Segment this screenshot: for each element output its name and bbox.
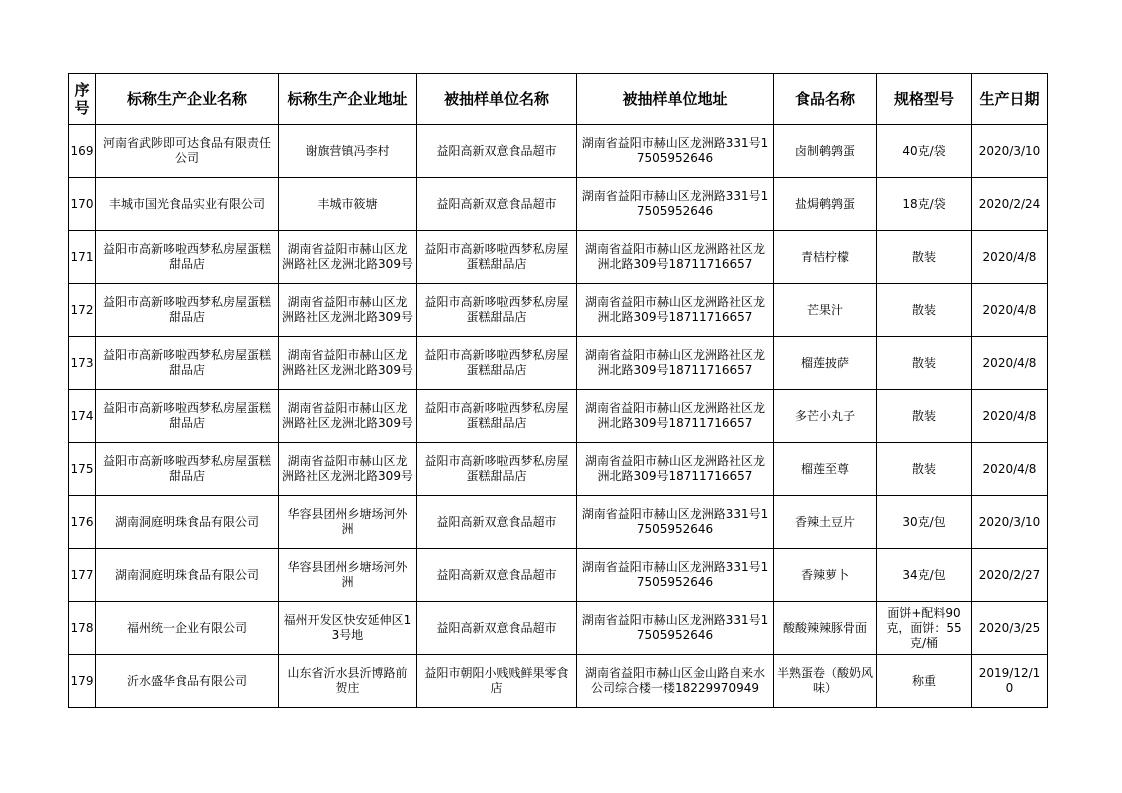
cell-producer-address: 福州开发区快安延伸区13号地 — [279, 602, 417, 655]
cell-sampled-unit-address: 湖南省益阳市赫山区龙洲路331号17505952646 — [577, 125, 774, 178]
cell-seq: 177 — [69, 549, 96, 602]
cell-spec: 34克/包 — [877, 549, 972, 602]
cell-producer-name: 益阳市高新哆啦西梦私房屋蛋糕甜品店 — [96, 337, 279, 390]
cell-producer-name: 福州统一企业有限公司 — [96, 602, 279, 655]
cell-spec: 散装 — [877, 284, 972, 337]
header-sampled-unit-address: 被抽样单位地址 — [577, 74, 774, 125]
cell-sampled-unit-name: 益阳市高新哆啦西梦私房屋蛋糕甜品店 — [417, 390, 577, 443]
cell-sampled-unit-name: 益阳高新双意食品超市 — [417, 602, 577, 655]
cell-sampled-unit-name: 益阳市高新哆啦西梦私房屋蛋糕甜品店 — [417, 337, 577, 390]
cell-seq: 171 — [69, 231, 96, 284]
cell-sampled-unit-address: 湖南省益阳市赫山区龙洲路社区龙洲北路309号18711716657 — [577, 284, 774, 337]
cell-producer-address: 山东省沂水县沂博路前贺庄 — [279, 655, 417, 708]
header-production-date: 生产日期 — [972, 74, 1048, 125]
cell-seq: 174 — [69, 390, 96, 443]
cell-spec: 散装 — [877, 390, 972, 443]
cell-producer-name: 河南省武陟即可达食品有限责任公司 — [96, 125, 279, 178]
cell-spec: 18克/袋 — [877, 178, 972, 231]
cell-sampled-unit-name: 益阳高新双意食品超市 — [417, 496, 577, 549]
table-row — [69, 549, 1048, 602]
cell-sampled-unit-address: 湖南省益阳市赫山区龙洲路331号17505952646 — [577, 496, 774, 549]
cell-spec: 散装 — [877, 231, 972, 284]
cell-production-date: 2020/4/8 — [972, 231, 1048, 284]
cell-sampled-unit-address: 湖南省益阳市赫山区龙洲路社区龙洲北路309号18711716657 — [577, 337, 774, 390]
cell-producer-name: 益阳市高新哆啦西梦私房屋蛋糕甜品店 — [96, 231, 279, 284]
cell-production-date: 2020/3/10 — [972, 496, 1048, 549]
cell-producer-name: 沂水盛华食品有限公司 — [96, 655, 279, 708]
sampling-results-table — [68, 73, 1048, 708]
cell-producer-address: 湖南省益阳市赫山区龙洲路社区龙洲北路309号 — [279, 284, 417, 337]
cell-spec: 30克/包 — [877, 496, 972, 549]
cell-sampled-unit-address: 湖南省益阳市赫山区龙洲路331号17505952646 — [577, 178, 774, 231]
cell-production-date: 2020/2/24 — [972, 178, 1048, 231]
cell-producer-address: 丰城市筱塘 — [279, 178, 417, 231]
cell-food-name: 香辣土豆片 — [774, 496, 877, 549]
table-row — [69, 390, 1048, 443]
table-header — [69, 74, 1048, 125]
cell-food-name: 青桔柠檬 — [774, 231, 877, 284]
header-spec: 规格型号 — [877, 74, 972, 125]
cell-sampled-unit-address: 湖南省益阳市赫山区龙洲路331号17505952646 — [577, 549, 774, 602]
cell-sampled-unit-name: 益阳市高新哆啦西梦私房屋蛋糕甜品店 — [417, 284, 577, 337]
cell-food-name: 盐焗鹌鹑蛋 — [774, 178, 877, 231]
cell-food-name: 多芒小丸子 — [774, 390, 877, 443]
cell-sampled-unit-address: 湖南省益阳市赫山区龙洲路331号17505952646 — [577, 602, 774, 655]
cell-spec: 称重 — [877, 655, 972, 708]
cell-producer-address: 湖南省益阳市赫山区龙洲路社区龙洲北路309号 — [279, 390, 417, 443]
table-body — [69, 125, 1048, 708]
table-row — [69, 655, 1048, 708]
cell-food-name: 酸酸辣辣豚骨面 — [774, 602, 877, 655]
cell-production-date: 2020/2/27 — [972, 549, 1048, 602]
header-producer-address: 标称生产企业地址 — [279, 74, 417, 125]
cell-production-date: 2020/4/8 — [972, 337, 1048, 390]
cell-food-name: 香辣萝卜 — [774, 549, 877, 602]
cell-producer-address: 华容县团州乡塘场河外洲 — [279, 549, 417, 602]
cell-seq: 179 — [69, 655, 96, 708]
cell-food-name: 卤制鹌鹑蛋 — [774, 125, 877, 178]
cell-producer-address: 湖南省益阳市赫山区龙洲路社区龙洲北路309号 — [279, 231, 417, 284]
cell-producer-address: 湖南省益阳市赫山区龙洲路社区龙洲北路309号 — [279, 337, 417, 390]
cell-producer-address: 湖南省益阳市赫山区龙洲路社区龙洲北路309号 — [279, 443, 417, 496]
cell-food-name: 半熟蛋卷（酸奶风味） — [774, 655, 877, 708]
cell-sampled-unit-name: 益阳高新双意食品超市 — [417, 125, 577, 178]
cell-production-date: 2020/3/10 — [972, 125, 1048, 178]
cell-seq: 170 — [69, 178, 96, 231]
table-row — [69, 602, 1048, 655]
header-food-name: 食品名称 — [774, 74, 877, 125]
cell-producer-name: 益阳市高新哆啦西梦私房屋蛋糕甜品店 — [96, 284, 279, 337]
cell-seq: 172 — [69, 284, 96, 337]
cell-sampled-unit-address: 湖南省益阳市赫山区金山路自来水公司综合楼一楼18229970949 — [577, 655, 774, 708]
cell-sampled-unit-name: 益阳市高新哆啦西梦私房屋蛋糕甜品店 — [417, 231, 577, 284]
cell-producer-name: 丰城市国光食品实业有限公司 — [96, 178, 279, 231]
table-row — [69, 125, 1048, 178]
cell-sampled-unit-address: 湖南省益阳市赫山区龙洲路社区龙洲北路309号18711716657 — [577, 231, 774, 284]
cell-sampled-unit-name: 益阳高新双意食品超市 — [417, 549, 577, 602]
cell-food-name: 榴莲披萨 — [774, 337, 877, 390]
cell-food-name: 芒果汁 — [774, 284, 877, 337]
cell-seq: 175 — [69, 443, 96, 496]
cell-production-date: 2019/12/10 — [972, 655, 1048, 708]
cell-producer-name: 益阳市高新哆啦西梦私房屋蛋糕甜品店 — [96, 443, 279, 496]
cell-sampled-unit-name: 益阳市高新哆啦西梦私房屋蛋糕甜品店 — [417, 443, 577, 496]
table-row — [69, 178, 1048, 231]
cell-spec: 散装 — [877, 443, 972, 496]
cell-seq: 173 — [69, 337, 96, 390]
cell-production-date: 2020/4/8 — [972, 284, 1048, 337]
cell-spec: 面饼+配料90克，面饼：55克/桶 — [877, 602, 972, 655]
cell-spec: 40克/袋 — [877, 125, 972, 178]
cell-sampled-unit-address: 湖南省益阳市赫山区龙洲路社区龙洲北路309号18711716657 — [577, 443, 774, 496]
header-seq: 序号 — [69, 74, 96, 125]
cell-production-date: 2020/4/8 — [972, 390, 1048, 443]
table-row — [69, 337, 1048, 390]
cell-producer-name: 湖南洞庭明珠食品有限公司 — [96, 549, 279, 602]
table-row — [69, 284, 1048, 337]
table-row — [69, 496, 1048, 549]
cell-sampled-unit-address: 湖南省益阳市赫山区龙洲路社区龙洲北路309号18711716657 — [577, 390, 774, 443]
cell-spec: 散装 — [877, 337, 972, 390]
cell-producer-name: 益阳市高新哆啦西梦私房屋蛋糕甜品店 — [96, 390, 279, 443]
table-row — [69, 443, 1048, 496]
cell-sampled-unit-name: 益阳高新双意食品超市 — [417, 178, 577, 231]
cell-seq: 176 — [69, 496, 96, 549]
cell-seq: 169 — [69, 125, 96, 178]
table-row — [69, 231, 1048, 284]
header-producer-name: 标称生产企业名称 — [96, 74, 279, 125]
cell-food-name: 榴莲至尊 — [774, 443, 877, 496]
cell-sampled-unit-name: 益阳市朝阳小贱贱鲜果零食店 — [417, 655, 577, 708]
cell-seq: 178 — [69, 602, 96, 655]
cell-producer-address: 华容县团州乡塘场河外洲 — [279, 496, 417, 549]
cell-production-date: 2020/4/8 — [972, 443, 1048, 496]
cell-producer-name: 湖南洞庭明珠食品有限公司 — [96, 496, 279, 549]
header-sampled-unit-name: 被抽样单位名称 — [417, 74, 577, 125]
header-row — [69, 74, 1048, 125]
cell-producer-address: 谢旗营镇冯李村 — [279, 125, 417, 178]
cell-production-date: 2020/3/25 — [972, 602, 1048, 655]
